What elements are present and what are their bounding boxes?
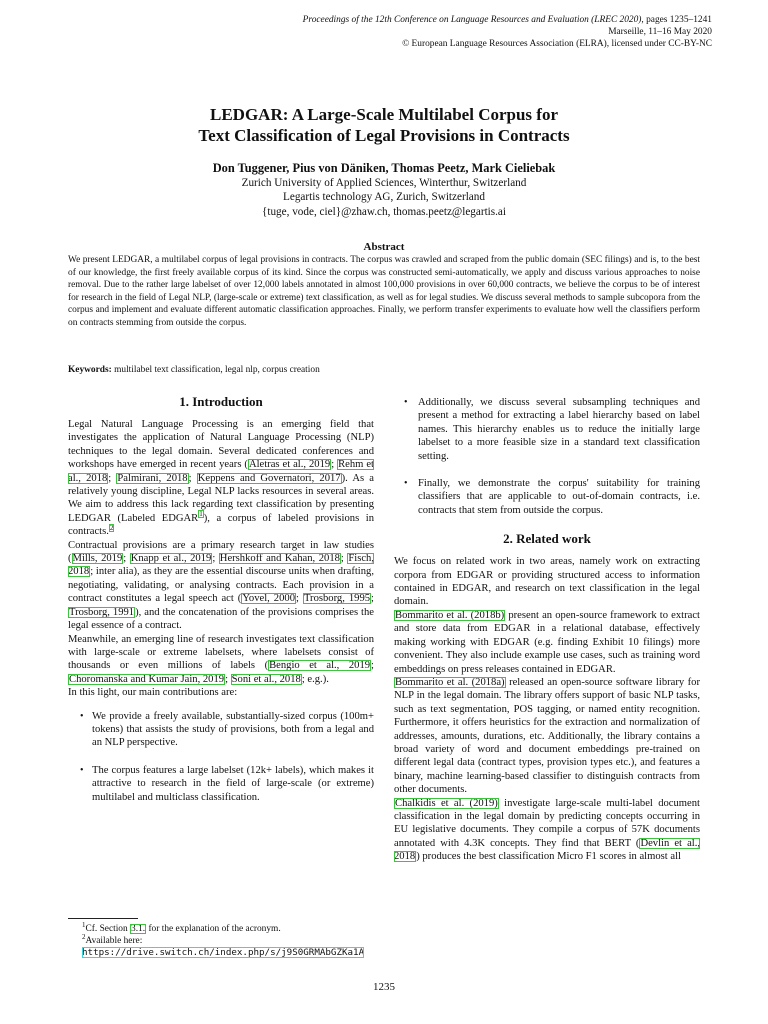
citation-link[interactable]: Bengio et al., 2019	[269, 660, 371, 672]
left-column	[68, 392, 374, 818]
page-number: 1235	[373, 981, 395, 993]
text-run: Contractual provisions are a primary research target in law studies (	[68, 539, 374, 565]
citation-link[interactable]: Keppens and Governatori, 2017	[197, 472, 341, 484]
text-run: ; e.g.).	[301, 673, 329, 685]
citation-link[interactable]: Aletras et al., 2019	[248, 459, 331, 471]
proceedings-pages: , pages 1235–1241	[641, 15, 712, 25]
keywords-text: multilabel text classification, legal nlp, corpus creation	[111, 365, 320, 375]
citation-link[interactable]: Yovel, 2000	[242, 593, 295, 605]
footnote-1	[68, 920, 374, 935]
list-item-text: The corpus features a large labelset (12k+ labels), which makes it attractive to research in the field of large-scale (or extreme) multilabel and multiclass classification.	[92, 764, 374, 803]
affiliation-1: Zurich University of Applied Sciences, Winterthur, Switzerland	[241, 177, 527, 190]
section-related-work-heading: 2. Related work	[503, 531, 591, 547]
intro-paragraph-2	[68, 539, 374, 633]
section-ref-link[interactable]: 3.1.	[131, 924, 146, 934]
bullet-icon: •	[80, 710, 84, 722]
bullet-icon: •	[404, 397, 408, 408]
contributions-list	[68, 710, 374, 804]
keywords-label: Keywords:	[68, 365, 112, 375]
list-item	[394, 396, 700, 463]
citation-link[interactable]: Bommarito et al. (2018a)	[395, 676, 505, 688]
title-line-1: LEDGAR: A Large-Scale Multilabel Corpus for	[209, 105, 558, 124]
text-run: ) produces the best classification Micro F1 scores in almost all	[416, 851, 681, 863]
citation-link[interactable]: Trosborg, 1991	[69, 606, 135, 618]
text-run: ;	[371, 593, 374, 605]
text-run: for the explanation of the acronym.	[146, 924, 281, 934]
author-names: Don Tuggener, Pius von Däniken, Thomas Peetz, Mark Cieliebak	[212, 161, 556, 175]
citation-link[interactable]: Palmirani, 2018	[117, 472, 188, 484]
citation-link[interactable]: Rehm et al., 2018	[68, 459, 375, 484]
text-run: Meanwhile, an emerging line of research investigates text classification with large-scale or extreme labelsets, where labelsets consist of thousands or even millions of labels (	[68, 633, 374, 672]
list-item	[68, 764, 374, 804]
text-run: ;	[371, 660, 374, 672]
text-run: ;	[340, 553, 348, 565]
related-paragraph-2	[394, 609, 700, 676]
text-run: ). As a relatively young discipline, Legal NLP lacks resources in several areas. We aim to address this lack regarding text classification by presenting LEDGAR (Labeled EDGAR	[68, 472, 374, 524]
bullet-icon: •	[404, 478, 408, 490]
author-emails: {tuge, vode, ciel}@zhaw.ch, thomas.peetz@legartis.ai	[261, 205, 507, 218]
text-run: ;	[188, 472, 197, 484]
text-run: ;	[108, 472, 117, 484]
text-run: ; inter alia), as they are the essential discourse units when drafting, negotiating, validating, or analysing contracts. Each provision in a contract constitutes a legal speech act (	[68, 566, 374, 605]
text-run: present an open-source framework to extract and store data from EDGAR in a relational database, effectively making working with EDGAR (e.g. finding Exhibit 10 filings) more convenient. They also include example use cases, such as training word embeddings on press releases contained in EDGAR.	[394, 609, 701, 675]
text-run: Available here:	[85, 936, 143, 946]
text-run: released an open-source software library for NLP in the legal domain. The library offers support of basic NLP tasks, such as text segmentation, POS tagging, or named entity recognition. Furthermore, it offers heuristics for the extraction and normalization of addresses, amounts, durations, etc. Additionally, the library contains a broad variety of word and document embeddings pre-trained on different legal data (contract types, provision types etc.), and features a binary, machine learning-based classifier to distinguish contracts from other documents.	[394, 676, 701, 796]
related-paragraph-3	[394, 676, 700, 797]
footnote-2	[68, 932, 374, 959]
paper-title	[0, 104, 768, 146]
text-run: ), and the concatenation of the provisions comprises the legal essence of a contract.	[68, 606, 374, 632]
proceedings-title: Proceedings of the 12th Conference on Language Resources and Evaluation (LREC 2020)	[302, 15, 642, 25]
footnote-divider	[68, 918, 138, 919]
intro-paragraph-1	[68, 418, 374, 539]
text-run: Cf. Section	[85, 924, 131, 934]
intro-paragraph-3	[68, 633, 374, 687]
related-paragraph-1: We focus on related work in two areas, namely work on extracting corpora from EDGAR or providing structured access to information contained in EDGAR, and research on text classification in the legal domain.	[394, 556, 700, 608]
keywords	[68, 364, 700, 376]
list-item	[68, 710, 374, 750]
footnote-number: 2	[82, 932, 86, 941]
running-head	[152, 14, 712, 50]
dataset-url-link[interactable]: https://drive.switch.ch/index.php/s/j9S0GRMAbGZKa1A	[82, 947, 365, 958]
footnote-ref-2[interactable]: 2	[109, 523, 114, 532]
footnote-ref-1[interactable]: 1	[199, 510, 203, 519]
proceedings-location: Marseille, 11–16 May 2020	[608, 27, 712, 37]
related-paragraph-4	[394, 797, 700, 864]
text-run: ;	[331, 459, 338, 471]
text-run: ), a corpus of labeled provisions in contracts.	[68, 512, 374, 538]
citation-link[interactable]: Devlin et al., 2018	[394, 837, 701, 863]
footnotes	[68, 918, 374, 959]
list-item-text: Additionally, we discuss several subsampling techniques and present a method for extracting a label hierarchy based on label names. This hierarchy enables us to reduce the initially large labelset to a more feasible size in a standard text classification setting.	[418, 397, 700, 462]
list-item-text: Finally, we demonstrate the corpus' suitability for training classifiers that are applicable to out-of-domain contracts, i.e. contracts that stem from outside the corpus.	[418, 478, 700, 516]
citation-link[interactable]: Knapp et al., 2019	[130, 553, 212, 565]
list-item-text: We provide a freely available, substantially-sized corpus (100m+ tokens) that assists the study of provisions, both from a legal and an NLP perspective.	[92, 710, 374, 749]
text-run: ;	[123, 553, 130, 565]
citation-link[interactable]: Hershkoff and Kahan, 2018	[219, 553, 340, 565]
proceedings-license: © European Language Resources Association (ELRA), licensed under CC-BY-NC	[402, 39, 712, 49]
author-block	[0, 161, 768, 219]
text-run: ;	[212, 553, 219, 565]
text-run: investigate large-scale multi-label document classification in the legal domain by predicting concepts occurring in EU legislative documents. They compile a corpus of 57K documents annotated with 4.3K concepts. They find that BERT (	[394, 797, 700, 849]
citation-link[interactable]: Fisch, 2018	[68, 553, 374, 578]
citation-link[interactable]: Trosborg, 1995	[303, 593, 371, 605]
text-run: ;	[296, 593, 303, 605]
footnote-number: 1	[82, 920, 86, 929]
title-line-2: Text Classification of Legal Provisions in Contracts	[198, 126, 570, 145]
bullet-icon: •	[80, 764, 84, 776]
citation-link[interactable]: Mills, 2019	[72, 553, 123, 565]
right-column	[394, 396, 700, 864]
list-item	[394, 477, 700, 517]
intro-paragraph-4: In this light, our main contributions are:	[68, 687, 238, 699]
abstract-heading: Abstract	[363, 241, 405, 253]
citation-link[interactable]: Soni et al., 2018	[231, 673, 301, 685]
contributions-list-continued	[394, 396, 700, 517]
text-run: ;	[225, 673, 231, 685]
section-introduction-heading: 1. Introduction	[179, 394, 263, 409]
citation-link[interactable]: Bommarito et al. (2018b)	[395, 609, 505, 621]
citation-link[interactable]: Choromanska and Kumar Jain, 2019	[69, 673, 225, 685]
abstract-text: We present LEDGAR, a multilabel corpus of legal provisions in contracts. The corpus was crawled and scraped from the public domain (SEC filings) and is, to the best of our knowledge, the first freely available corpus of its kind. Since the corpus was constructed semi-automatically, we apply and discuss various approaches to noise removal. Due to the rather large labelset of over 12,000 labels annotated in almost 100,000 provisions in over 60,000 contracts, we believe the corpus to be of interest for research in the field of Legal NLP, (large-scale or extreme) text classification, as well as for legal studies. We discuss several methods to sample subcopora from the corpus and implement and evaluate different automatic classification approaches. Finally, we perform transfer experiments to evaluate how well the classifiers perform on contracts stemming from outside the corpus.	[68, 255, 700, 328]
affiliation-2: Legartis technology AG, Zurich, Switzerland	[283, 191, 485, 204]
citation-link[interactable]: Chalkidis et al. (2019)	[395, 797, 498, 809]
text-run: Legal Natural Language Processing is an emerging field that investigates the application of Natural Language Processing (NLP) techniques to the legal domain. Several dedicated conferences and workshops have emerged in recent years (	[68, 419, 374, 471]
